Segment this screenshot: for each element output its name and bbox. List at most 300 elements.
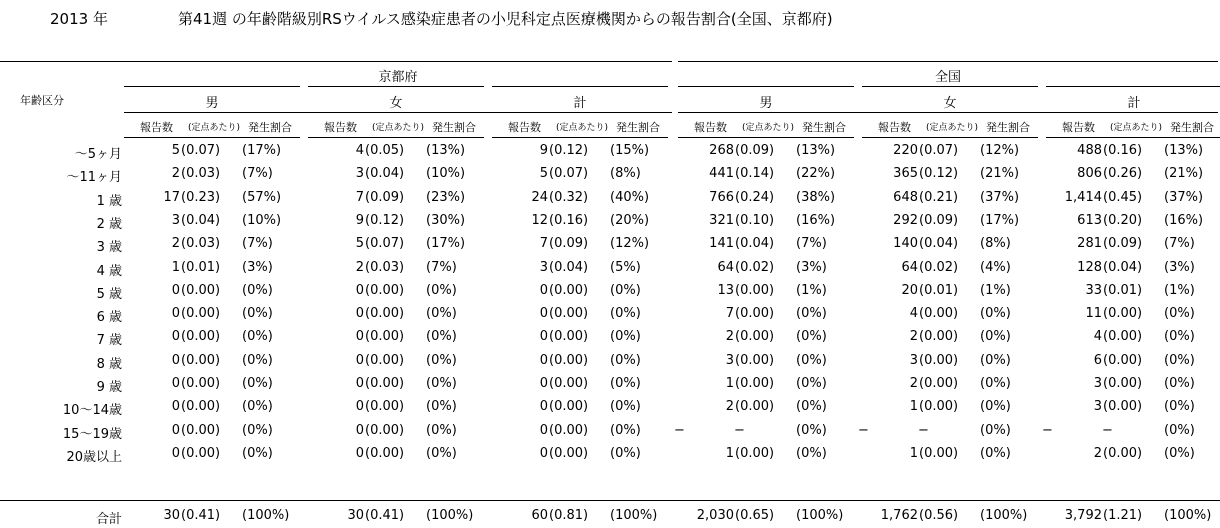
- cell-per: (0.04): [181, 213, 221, 228]
- cell-per: (0.12): [919, 166, 959, 181]
- cell-rate: (0%): [242, 329, 273, 344]
- cell-per: (0.07): [181, 143, 221, 158]
- sub-header-rate: 発生割合: [986, 121, 1030, 134]
- cell-rate: (100%): [1164, 508, 1212, 523]
- rule-line: [678, 112, 1218, 113]
- cell-count: 2,030: [696, 508, 734, 523]
- cell-per: (0.00): [735, 353, 775, 368]
- cell-rate: (0%): [796, 353, 827, 368]
- cell-per: (0.00): [549, 329, 589, 344]
- cell-per: (0.21): [919, 190, 959, 205]
- sub-header-rate: 発生割合: [802, 121, 846, 134]
- cell-rate: (7%): [242, 236, 273, 251]
- cell-count: 441: [709, 166, 734, 181]
- cell-rate: (0%): [426, 306, 457, 321]
- cell-per: (0.12): [549, 143, 589, 158]
- row-label: 20歳以上: [66, 450, 122, 465]
- cell-rate: (0%): [242, 399, 273, 414]
- cell-rate: (0%): [242, 376, 273, 391]
- cell-count: 1: [909, 446, 918, 461]
- cell-rate: (0%): [610, 306, 641, 321]
- cell-rate: (20%): [610, 213, 650, 228]
- cell-per: (0.04): [735, 236, 775, 251]
- cell-count: 0: [355, 353, 364, 368]
- cell-count: −: [674, 423, 685, 438]
- cell-rate: (0%): [426, 353, 457, 368]
- row-label: 7 歳: [96, 333, 122, 348]
- cell-per: (0.41): [181, 508, 221, 523]
- cell-rate: (13%): [426, 143, 466, 158]
- cell-per: (0.45): [1103, 190, 1143, 205]
- cell-count: −: [858, 423, 869, 438]
- row-label: 15〜19歳: [62, 427, 122, 442]
- cell-per: (1.21): [1103, 508, 1143, 523]
- cell-count: 2: [171, 166, 180, 181]
- cell-per: (0.00): [365, 283, 405, 298]
- cell-per: (0.00): [919, 399, 959, 414]
- cell-count: 2: [1093, 446, 1102, 461]
- sub-header-count: 報告数: [508, 121, 541, 134]
- cell-count: 9: [355, 213, 364, 228]
- cell-count: 2: [909, 329, 918, 344]
- cell-count: −: [1042, 423, 1053, 438]
- cell-count: 17: [163, 190, 180, 205]
- cell-count: 292: [893, 213, 918, 228]
- cell-count: 2: [909, 376, 918, 391]
- row-label: 〜11ヶ月: [66, 170, 122, 185]
- cell-per: (0.01): [1103, 283, 1143, 298]
- cell-rate: (30%): [426, 213, 466, 228]
- cell-per: (0.09): [1103, 236, 1143, 251]
- cell-count: 128: [1077, 260, 1102, 275]
- cell-count: 9: [539, 143, 548, 158]
- cell-rate: (7%): [242, 166, 273, 181]
- sub-header-rate: 発生割合: [432, 121, 476, 134]
- cell-rate: (0%): [980, 329, 1011, 344]
- cell-rate: (16%): [796, 213, 836, 228]
- cell-rate: (57%): [242, 190, 282, 205]
- cell-rate: (15%): [610, 143, 650, 158]
- cell-per: (0.00): [1103, 376, 1143, 391]
- cell-count: 3: [539, 260, 548, 275]
- rule-line: [124, 86, 300, 87]
- cell-count: 0: [355, 376, 364, 391]
- sub-header-per: (定点あたり): [1110, 123, 1163, 133]
- cell-count: 0: [171, 446, 180, 461]
- cell-count: 12: [531, 213, 548, 228]
- cell-count: 140: [893, 236, 918, 251]
- cell-rate: (0%): [980, 399, 1011, 414]
- row-label: 〜5ヶ月: [74, 147, 122, 162]
- cell-rate: (0%): [796, 446, 827, 461]
- cell-count: 64: [717, 260, 734, 275]
- sub-header-count: 報告数: [1062, 121, 1095, 134]
- cell-per: −: [1102, 423, 1113, 438]
- cell-count: 11: [1085, 306, 1102, 321]
- cell-rate: (1%): [796, 283, 827, 298]
- cell-count: 0: [171, 353, 180, 368]
- cell-rate: (3%): [796, 260, 827, 275]
- rule-line: [1046, 86, 1220, 87]
- cell-per: (0.00): [1103, 306, 1143, 321]
- cell-per: (0.00): [181, 283, 221, 298]
- cell-rate: (37%): [1164, 190, 1204, 205]
- cell-rate: (0%): [796, 306, 827, 321]
- cell-count: 321: [709, 213, 734, 228]
- cell-count: 1,762: [880, 508, 918, 523]
- rule-line: [308, 137, 484, 138]
- cell-count: 2: [355, 260, 364, 275]
- cell-rate: (1%): [1164, 283, 1195, 298]
- sex-header: 計: [573, 96, 587, 111]
- cell-per: (0.00): [919, 329, 959, 344]
- region-header-kyoto: 京都府: [378, 70, 418, 85]
- cell-per: (0.07): [365, 236, 405, 251]
- cell-rate: (38%): [796, 190, 836, 205]
- cell-rate: (16%): [1164, 213, 1204, 228]
- cell-per: (0.04): [365, 166, 405, 181]
- cell-rate: (0%): [426, 446, 457, 461]
- cell-rate: (100%): [610, 508, 658, 523]
- sub-header-count: 報告数: [694, 121, 727, 134]
- cell-per: −: [918, 423, 929, 438]
- cell-per: (0.41): [365, 508, 405, 523]
- cell-rate: (13%): [796, 143, 836, 158]
- rule-line: [862, 137, 1038, 138]
- cell-rate: (0%): [980, 306, 1011, 321]
- cell-count: 613: [1077, 213, 1102, 228]
- cell-rate: (0%): [980, 376, 1011, 391]
- cell-per: (0.00): [549, 283, 589, 298]
- cell-rate: (0%): [610, 423, 641, 438]
- cell-per: (0.20): [1103, 213, 1143, 228]
- cell-per: (0.10): [735, 213, 775, 228]
- row-label: 5 歳: [96, 287, 122, 302]
- cell-rate: (0%): [610, 376, 641, 391]
- cell-count: 2: [725, 329, 734, 344]
- cell-count: 281: [1077, 236, 1102, 251]
- cell-count: 0: [171, 329, 180, 344]
- row-label: 9 歳: [96, 380, 122, 395]
- year-label: 2013 年: [50, 10, 108, 28]
- sub-header-rate: 発生割合: [248, 121, 292, 134]
- rule-line: [0, 61, 672, 62]
- cell-per: (0.12): [365, 213, 405, 228]
- sub-header-per: (定点あたり): [188, 123, 241, 133]
- cell-per: (0.26): [1103, 166, 1143, 181]
- cell-count: 220: [893, 143, 918, 158]
- cell-count: 4: [909, 306, 918, 321]
- cell-rate: (0%): [796, 329, 827, 344]
- cell-count: 0: [539, 306, 548, 321]
- row-label: 2 歳: [96, 217, 122, 232]
- cell-rate: (17%): [242, 143, 282, 158]
- rule-line: [862, 86, 1038, 87]
- cell-count: 30: [347, 508, 364, 523]
- cell-per: (0.00): [549, 306, 589, 321]
- cell-per: (0.00): [365, 399, 405, 414]
- cell-rate: (0%): [1164, 423, 1195, 438]
- cell-rate: (0%): [1164, 446, 1195, 461]
- cell-per: (0.09): [735, 143, 775, 158]
- cell-per: (0.14): [735, 166, 775, 181]
- cell-per: (0.00): [549, 446, 589, 461]
- cell-per: (0.00): [549, 399, 589, 414]
- cell-rate: (0%): [796, 376, 827, 391]
- sex-header: 女: [389, 96, 403, 111]
- rule-line: [678, 86, 854, 87]
- rule-line: [678, 137, 854, 138]
- cell-count: 7: [725, 306, 734, 321]
- cell-count: 6: [1093, 353, 1102, 368]
- cell-count: 1: [909, 399, 918, 414]
- cell-count: 0: [355, 329, 364, 344]
- cell-per: (0.23): [181, 190, 221, 205]
- cell-rate: (100%): [796, 508, 844, 523]
- rule-line: [492, 86, 668, 87]
- cell-per: (0.09): [919, 213, 959, 228]
- cell-count: 488: [1077, 143, 1102, 158]
- cell-rate: (0%): [1164, 329, 1195, 344]
- cell-count: 0: [355, 306, 364, 321]
- cell-count: 5: [171, 143, 180, 158]
- cell-per: (0.00): [181, 423, 221, 438]
- cell-rate: (0%): [610, 283, 641, 298]
- cell-count: 0: [539, 329, 548, 344]
- region-header-national: 全国: [934, 70, 962, 85]
- cell-count: 3: [725, 353, 734, 368]
- cell-count: 648: [893, 190, 918, 205]
- row-label: 10〜14歳: [62, 403, 122, 418]
- rule-line: [124, 112, 672, 113]
- cell-rate: (37%): [980, 190, 1020, 205]
- sub-header-count: 報告数: [324, 121, 357, 134]
- cell-count: 0: [539, 376, 548, 391]
- cell-per: (0.00): [1103, 399, 1143, 414]
- cell-rate: (0%): [426, 376, 457, 391]
- cell-rate: (22%): [796, 166, 836, 181]
- cell-rate: (7%): [426, 260, 457, 275]
- cell-count: 20: [901, 283, 918, 298]
- cell-count: 0: [539, 423, 548, 438]
- cell-per: (0.00): [919, 353, 959, 368]
- cell-per: (0.04): [1103, 260, 1143, 275]
- cell-per: (0.00): [735, 306, 775, 321]
- cell-count: 0: [539, 353, 548, 368]
- sex-header: 男: [205, 96, 219, 111]
- rule-line: [678, 61, 1218, 62]
- cell-rate: (17%): [980, 213, 1020, 228]
- sex-header: 計: [1127, 96, 1141, 111]
- cell-count: 4: [355, 143, 364, 158]
- sub-header-per: (定点あたり): [556, 123, 609, 133]
- sex-header: 男: [759, 96, 773, 111]
- cell-count: 24: [531, 190, 548, 205]
- cell-per: (0.00): [365, 446, 405, 461]
- cell-rate: (8%): [980, 236, 1011, 251]
- sub-header-rate: 発生割合: [1170, 121, 1214, 134]
- cell-per: (0.01): [919, 283, 959, 298]
- cell-count: 13: [717, 283, 734, 298]
- cell-rate: (0%): [980, 353, 1011, 368]
- cell-count: 0: [355, 423, 364, 438]
- cell-rate: (0%): [796, 399, 827, 414]
- sub-header-per: (定点あたり): [742, 123, 795, 133]
- cell-rate: (0%): [980, 446, 1011, 461]
- cell-per: (0.03): [181, 236, 221, 251]
- cell-per: (0.00): [735, 376, 775, 391]
- rule-line: [1046, 137, 1220, 138]
- cell-per: (0.00): [365, 353, 405, 368]
- cell-count: 1,414: [1064, 190, 1102, 205]
- cell-per: (0.04): [549, 260, 589, 275]
- cell-per: (0.00): [181, 306, 221, 321]
- cell-per: (0.65): [735, 508, 775, 523]
- cell-count: 2: [171, 236, 180, 251]
- row-label: 4 歳: [96, 264, 122, 279]
- cell-count: 0: [171, 306, 180, 321]
- cell-count: 0: [355, 399, 364, 414]
- cell-per: (0.32): [549, 190, 589, 205]
- cell-rate: (10%): [426, 166, 466, 181]
- cell-count: 60: [531, 508, 548, 523]
- cell-count: 3: [171, 213, 180, 228]
- cell-rate: (10%): [242, 213, 282, 228]
- row-label: 8 歳: [96, 357, 122, 372]
- sub-header-count: 報告数: [140, 121, 173, 134]
- cell-rate: (0%): [610, 399, 641, 414]
- cell-count: 5: [355, 236, 364, 251]
- cell-rate: (1%): [980, 283, 1011, 298]
- cell-rate: (17%): [426, 236, 466, 251]
- cell-per: (0.00): [735, 446, 775, 461]
- cell-per: (0.00): [365, 376, 405, 391]
- cell-per: (0.09): [549, 236, 589, 251]
- cell-per: (0.56): [919, 508, 959, 523]
- cell-per: (0.24): [735, 190, 775, 205]
- cell-rate: (5%): [610, 260, 641, 275]
- cell-count: 3: [1093, 376, 1102, 391]
- cell-per: (0.03): [365, 260, 405, 275]
- cell-count: 0: [355, 283, 364, 298]
- cell-per: (0.07): [549, 166, 589, 181]
- cell-rate: (0%): [426, 329, 457, 344]
- cell-rate: (12%): [610, 236, 650, 251]
- cell-per: (0.00): [919, 446, 959, 461]
- cell-count: 7: [355, 190, 364, 205]
- cell-count: 0: [539, 283, 548, 298]
- cell-rate: (0%): [796, 423, 827, 438]
- cell-count: 7: [539, 236, 548, 251]
- rule-line: [0, 500, 1220, 501]
- cell-rate: (40%): [610, 190, 650, 205]
- cell-per: (0.81): [549, 508, 589, 523]
- cell-count: 0: [171, 399, 180, 414]
- age-class-header: 年齢区分: [20, 94, 64, 107]
- cell-count: 766: [709, 190, 734, 205]
- row-label: 合計: [95, 512, 122, 527]
- cell-rate: (21%): [1164, 166, 1204, 181]
- cell-per: (0.00): [919, 306, 959, 321]
- cell-rate: (13%): [1164, 143, 1204, 158]
- cell-per: (0.16): [549, 213, 589, 228]
- cell-count: 0: [355, 446, 364, 461]
- cell-per: (0.00): [365, 329, 405, 344]
- cell-per: (0.00): [1103, 446, 1143, 461]
- cell-count: 64: [901, 260, 918, 275]
- cell-per: (0.03): [181, 166, 221, 181]
- cell-rate: (0%): [1164, 353, 1195, 368]
- rule-line: [308, 86, 484, 87]
- cell-rate: (0%): [610, 446, 641, 461]
- cell-count: 3: [909, 353, 918, 368]
- cell-count: 1: [171, 260, 180, 275]
- cell-rate: (0%): [242, 446, 273, 461]
- cell-rate: (0%): [610, 353, 641, 368]
- cell-rate: (0%): [980, 423, 1011, 438]
- cell-count: 0: [539, 446, 548, 461]
- cell-per: (0.09): [365, 190, 405, 205]
- cell-rate: (12%): [980, 143, 1020, 158]
- row-label: 1 歳: [96, 194, 122, 209]
- cell-rate: (23%): [426, 190, 466, 205]
- cell-rate: (4%): [980, 260, 1011, 275]
- cell-per: (0.00): [549, 423, 589, 438]
- cell-rate: (0%): [426, 283, 457, 298]
- cell-per: (0.00): [735, 399, 775, 414]
- cell-rate: (3%): [1164, 260, 1195, 275]
- cell-rate: (0%): [1164, 399, 1195, 414]
- cell-rate: (0%): [242, 353, 273, 368]
- sub-header-rate: 発生割合: [616, 121, 660, 134]
- cell-rate: (3%): [242, 260, 273, 275]
- cell-rate: (0%): [242, 423, 273, 438]
- cell-count: 3: [1093, 399, 1102, 414]
- sub-header-count: 報告数: [878, 121, 911, 134]
- cell-count: 1: [725, 376, 734, 391]
- cell-per: (0.07): [919, 143, 959, 158]
- cell-count: 3,792: [1064, 508, 1102, 523]
- sub-header-per: (定点あたり): [372, 123, 425, 133]
- cell-per: (0.02): [919, 260, 959, 275]
- cell-per: (0.00): [549, 376, 589, 391]
- cell-rate: (0%): [1164, 376, 1195, 391]
- cell-rate: (0%): [1164, 306, 1195, 321]
- cell-rate: (8%): [610, 166, 641, 181]
- cell-per: (0.00): [365, 423, 405, 438]
- cell-per: (0.16): [1103, 143, 1143, 158]
- cell-per: (0.00): [181, 353, 221, 368]
- cell-count: 0: [171, 376, 180, 391]
- cell-rate: (0%): [242, 283, 273, 298]
- cell-per: (0.04): [919, 236, 959, 251]
- sex-header: 女: [943, 96, 957, 111]
- cell-rate: (0%): [426, 399, 457, 414]
- cell-rate: (0%): [610, 329, 641, 344]
- cell-count: 5: [539, 166, 548, 181]
- cell-per: (0.02): [735, 260, 775, 275]
- cell-per: −: [734, 423, 745, 438]
- cell-per: (0.00): [181, 399, 221, 414]
- cell-count: 365: [893, 166, 918, 181]
- cell-rate: (100%): [426, 508, 474, 523]
- cell-rate: (21%): [980, 166, 1020, 181]
- cell-rate: (0%): [242, 306, 273, 321]
- row-label: 3 歳: [96, 240, 122, 255]
- cell-count: 33: [1085, 283, 1102, 298]
- cell-rate: (0%): [426, 423, 457, 438]
- rule-line: [124, 137, 300, 138]
